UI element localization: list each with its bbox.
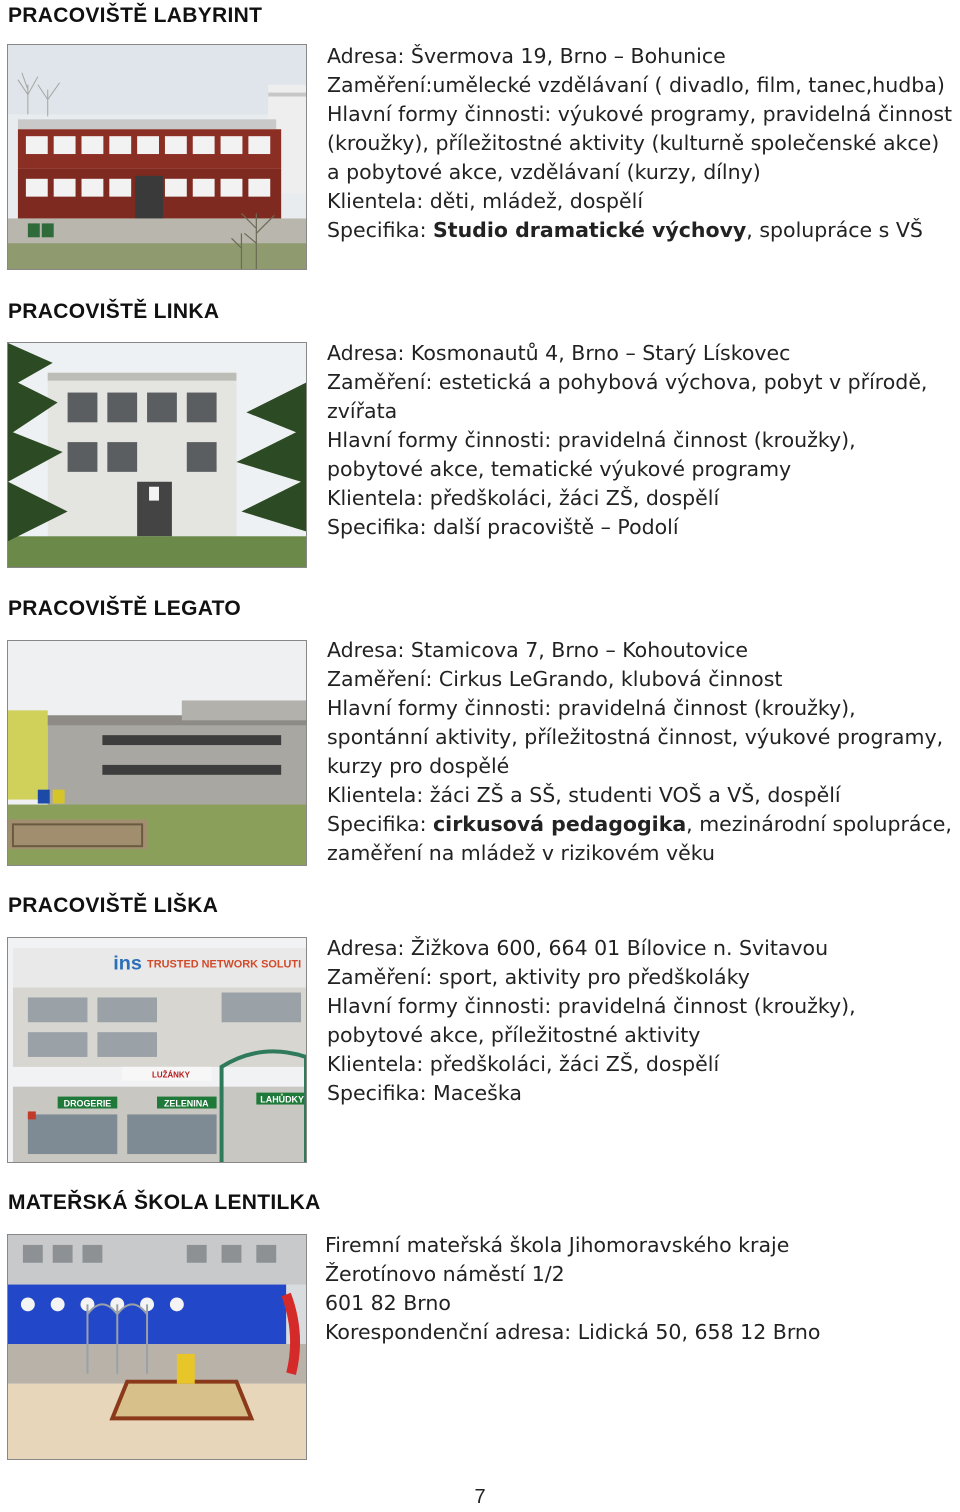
liska-shop3-text: LAHŮDKY (260, 1094, 304, 1105)
photo-legato-building (7, 640, 307, 866)
text-line: zvířata (327, 399, 398, 423)
liska-logo-text: ins (113, 952, 142, 975)
text-line: Hlavní formy činnosti: pravidelná činnost (kroužky), (327, 696, 856, 720)
liska-shop2-text: ZELENINA (163, 1098, 209, 1109)
text-line-specifika (327, 216, 957, 245)
page-number: 7 (474, 1486, 486, 1508)
spec-bold: Studio dramatické výchovy (433, 218, 747, 242)
section-text-linka (327, 339, 957, 542)
photo-liska-building (7, 937, 307, 1163)
section-heading-liska: PRACOVIŠTĚ LIŠKA (8, 894, 219, 917)
text-line: Specifika: další pracoviště – Podolí (327, 515, 679, 539)
section-heading-linka: PRACOVIŠTĚ LINKA (8, 300, 220, 323)
text-line: pobytové akce, tematické výukové programy (327, 457, 792, 481)
text-line: Klientela: předškoláci, žáci ZŠ, dospělí (327, 1052, 720, 1076)
section-text-lentilka (325, 1231, 955, 1347)
section-heading-labyrint: PRACOVIŠTĚ LABYRINT (8, 4, 263, 27)
spec-rest: , spolupráce s VŠ (746, 218, 923, 242)
text-line: pobytové akce, příležitostné aktivity (327, 1023, 701, 1047)
text-line: Zaměření: sport, aktivity pro předškoláky (327, 965, 750, 989)
spec-rest: , mezinárodní spolupráce, (686, 812, 952, 836)
text-line: Hlavní formy činnosti: pravidelná činnost (kroužky), (327, 428, 856, 452)
text-line: 601 82 Brno (325, 1291, 451, 1315)
text-line: Klientela: předškoláci, žáci ZŠ, dospělí (327, 486, 720, 510)
text-line: Klientela: žáci ZŠ a SŠ, studenti VOŠ a VŠ, dospělí (327, 783, 841, 807)
photo-linka-building (7, 342, 307, 568)
text-line: Žerotínovo náměstí 1/2 (325, 1262, 565, 1286)
section-heading-lentilka: MATEŘSKÁ ŠKOLA LENTILKA (8, 1191, 321, 1214)
photo-labyrint-building (7, 44, 307, 270)
liska-banner-text: TRUSTED NETWORK SOLUTI (147, 958, 302, 971)
text-line: Adresa: Kosmonautů 4, Brno – Starý Lískovec (327, 341, 791, 365)
text-line: Firemní mateřská škola Jihomoravského kraje (325, 1233, 790, 1257)
text-line: Hlavní formy činnosti: výukové programy, pravidelná činnost (327, 102, 953, 126)
text-line: Korespondenční adresa: Lidická 50, 658 12 Brno (325, 1320, 821, 1344)
text-line-specifika (327, 810, 957, 839)
text-line: Klientela: děti, mládež, dospělí (327, 189, 644, 213)
liska-sign-text: LUŽÁNKY (152, 1070, 190, 1080)
photo-lentilka-playground (7, 1234, 307, 1460)
text-line: a pobytové akce, vzdělávaní (kurzy, dílny) (327, 160, 761, 184)
text-line: Adresa: Stamicova 7, Brno – Kohoutovice (327, 638, 749, 662)
spec-label: Specifika: (327, 812, 434, 836)
text-line: Hlavní formy činnosti: pravidelná činnost (kroužky), (327, 994, 856, 1018)
text-line: (kroužky), příležitostné aktivity (kulturně společenské akce) (327, 131, 940, 155)
section-heading-legato: PRACOVIŠTĚ LEGATO (8, 597, 242, 620)
section-text-labyrint (327, 42, 957, 245)
liska-shop1-text: DROGERIE (63, 1098, 112, 1109)
text-line: zaměření na mládež v rizikovém věku (327, 841, 716, 865)
text-line: Zaměření:umělecké vzdělávaní ( divadlo, film, tanec,hudba) (327, 73, 945, 97)
section-text-legato (327, 636, 957, 868)
text-line: Zaměření: estetická a pohybová výchova, pobyt v přírodě, (327, 370, 928, 394)
text-line: kurzy pro dospělé (327, 754, 510, 778)
spec-bold: cirkusová pedagogika (433, 812, 687, 836)
text-line: spontánní aktivity, příležitostná činnost, výukové programy, (327, 725, 944, 749)
text-line: Zaměření: Cirkus LeGrando, klubová činnost (327, 667, 783, 691)
section-text-liska (327, 934, 957, 1108)
spec-label: Specifika: (327, 218, 434, 242)
text-line: Adresa: Švermova 19, Brno – Bohunice (327, 44, 726, 68)
text-line: Adresa: Žižkova 600, 664 01 Bílovice n. Svitavou (327, 936, 829, 960)
text-line: Specifika: Maceška (327, 1081, 522, 1105)
